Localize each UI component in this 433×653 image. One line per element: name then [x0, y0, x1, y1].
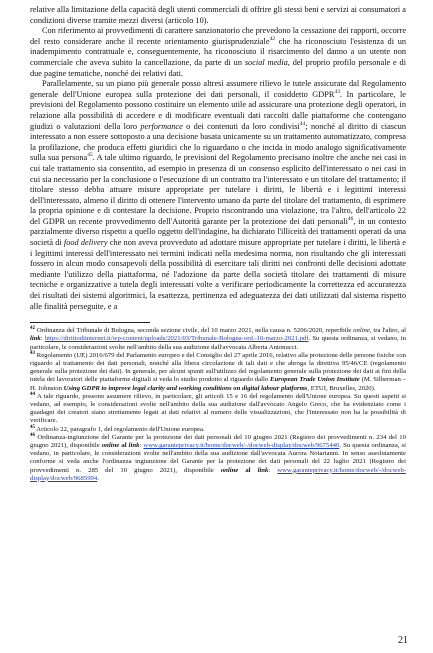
paragraph-text: che ha riconosciuto l'esistenza di un inadempimento contrattuale e, conseguentemente, ha riconosciuto il risarcimento del danno a un utente non commerciale che aveva subito la cancellazione, da parte di un [30, 36, 406, 67]
italic-term: Using GDPR to improve legal clarity and working conditions on digital labour platforms [63, 384, 308, 392]
paragraph-text: ; nonché al diritto di ciascun interessato a non essere sottoposto a una decisione basata unicamente su un trattamento automatizzato, compresa la profilazione, che produca effetti giuridici che lo riguardano o che incida in modo analogo significativamente sulla sua persona [30, 121, 406, 163]
italic-term: performance [140, 121, 183, 131]
footnote-text: : [139, 442, 144, 450]
link-label: link [30, 335, 41, 343]
italic-term: food delivery [63, 238, 108, 248]
footnote-link[interactable]: www.garanteprivacy.it/home/docweb/-/docweb-display/docweb/9675440 [143, 442, 340, 450]
paragraph-text: Parallelamente, su un piano più generale posso altresì assumere rilievo le tutele assicurate dal Regolamento generale dell'Unione europea sulla protezione dei dati personali, il cosiddetto GDPR [30, 79, 406, 99]
footnote-text: al [238, 466, 258, 474]
footnote-text: , ETUI, Bruxelles, 2020). [307, 384, 376, 392]
paragraph-text: , in un contesto parzialmente diverso rispetto a quello oggetto dell'indagine, ha dichiarato l'illiceità dei trattamenti operati da una società di [30, 216, 407, 248]
footnote-ref-44[interactable]: 44 [299, 120, 306, 127]
paragraph-text: . In particolare, le previsioni del Regolamento possono costituire un elemento utile ad assicurare una protezione degli operatori, in relazione alla possibilità di accedere e di modificare eventuali dati raccolti dalle piattaforme che contengano giudizi o valutazioni della loro [30, 89, 406, 131]
footnote-text: Regolamento (UE) 2016/679 del Parlamento europeo e del Consiglio del 27 aprile 2016, relativo alla protezione delle persone fisiche con riguardo al trattamento dei dati personali, nonché alla libera circolazione di tali dati e che abroga la direttiva 95/46/CE (regolamento generale sulla protezione dei dati). In generale, per alcuni spunti sull'utilizzo del regolamento generale sulla protezione dei dati ai fini della tutela dei lavoratori delle piattaforme digitali si veda lo studio prodotto al riguardo dallo [30, 351, 406, 384]
page-number: 21 [398, 635, 408, 646]
footnote-text: : [40, 335, 45, 343]
paragraph-gdpr [30, 79, 406, 312]
paragraph-text: che non aveva provveduto ad adottare misure appropriate per tutelare i diritti, le libertà e i legittimi interessi dell'interessato nei termini indicati nella medesima norma, non risultando che gli interessati fossero in alcun modo consapevoli della possibilità di esercitare tali diritti nei confronti delle decisioni adottate mediante l'utilizzo della piattaforma, né l'adozione da parte della società titolare dei trattamenti di misure tecniche e organizzative a tutela degli interessati volte a verificare periodicamente la correttezza ed accuratezza dei risultati dei sistemi algoritmici, la esattezza, pertinenza ed adeguatezza dei dati utilizzati dal sistema rispetto alle finalità perseguite, e a [30, 238, 406, 311]
footnote-ref-45[interactable]: 45 [87, 152, 93, 159]
footnote-ref-43[interactable]: 43 [334, 88, 340, 95]
footnotes [30, 327, 406, 483]
footnote-text: . Su questa ordinanza, si vedano, in particolare, le considerazioni svolte nell'ambito della sua audizione dall'avvocata Aurora Notarianni. In senso assolutamente conforme si veda anche l'ordinanza ingiunzione del Garante per la protezione dei dati personali del 22 luglio 2021 (Registro dei provvedimenti n. 285 del 10 giugno 2021), disponibile [30, 442, 407, 474]
footnote-text: Ordinanza del Tribunale di Bologna, seconda sezione civile, del 10 marzo 2021, nella causa n. 5206/2020, reperibile [35, 327, 354, 335]
link-label: link [257, 466, 269, 474]
footnote-text: A tale riguardo, possono assumere rilievo, in particolare, gli articoli 15 e 16 del regolamento dell'Unione europea. Su questi aspetti si vedano, ad esempio, le considerazioni svolte nell'ambito della sua audizione dall'avvocato Angelo Greco, che ha evidenziato come i guadagni dei creatori siano strettamente legati ai dati relativi al numero delle visualizzazioni, che l'interessato non ha la possibilità di verificare. [30, 392, 406, 425]
footnote-number: 42 [30, 325, 35, 331]
italic-term: European Trade Union Institute [270, 376, 360, 384]
footnote-43 [30, 352, 406, 393]
footnote-text: : [268, 466, 278, 474]
paragraph-continued [30, 5, 406, 26]
footnote-link[interactable]: https://dirittodiinternet.it/wp-content/uploads/2021/03/Tribunale-Bologna-ord.-10-marzo-2021.pdf [44, 335, 309, 343]
footnote-text: Articolo 22, paragrafo 1, del regolamento dell'Unione europea. [35, 425, 205, 433]
footnote-ref-46[interactable]: 46 [347, 216, 354, 223]
footnote-separator [30, 322, 150, 323]
footnote-number: 44 [30, 391, 35, 397]
footnote-text: (M. Silberman – H. Johnston [30, 376, 407, 392]
italic-term: online [353, 327, 370, 335]
footnote-46 [30, 434, 406, 483]
footnote-42 [30, 327, 406, 352]
body-text [30, 5, 406, 312]
italic-term: online [101, 442, 120, 450]
italic-term: online [220, 466, 239, 474]
footnote-number: 45 [30, 424, 35, 430]
footnote-45 [30, 426, 406, 434]
footnote-44 [30, 393, 406, 426]
footnote-text: , tra l'altro, al [369, 327, 406, 335]
paragraph-text: , del proprio profilo personale e di due pagine tematiche, nonché dei relativi dati. [30, 57, 407, 78]
paragraph-text: relative alla limitazione della capacità degli utenti commerciali di offrire gli stessi beni e servizi ai consumatori a condizioni diverse tramite mezzi diversi (articolo 10). [30, 5, 406, 25]
link-label: link [128, 442, 140, 450]
footnote-text: Ordinanza-ingiunzione del Garante per la protezione dei dati personali del 10 giugno 2021 (Registro dei provvedimenti n. 234 del 10 giugno 2021), disponibile [30, 433, 406, 450]
footnote-number: 46 [30, 432, 35, 438]
italic-term: social media [244, 57, 288, 67]
footnote-text: al [119, 442, 129, 450]
footnote-number: 43 [30, 350, 35, 356]
footnote-ref-42[interactable]: 42 [269, 36, 276, 43]
paragraph-text: o dei contenuti da loro condivisi [182, 121, 300, 131]
footnote-text: . Su questa ordinanza, si vedano, in particolare, le considerazioni svolte nell'ambito della sua audizione dall'avvocata Alberta Antonucci. [30, 335, 406, 351]
paragraph-text: Con riferimento ai provvedimenti di carattere sanzionatorio che prevedono la cessazione dei rapporti, occorre del resto considerare anche il recente orientamento giurisprudenziale [30, 26, 406, 46]
footnote-text: . [97, 474, 99, 482]
paragraph-sanctions [30, 26, 406, 79]
footnote-link[interactable]: www.garanteprivacy.it/home/docweb/-/docweb-display/docweb/9685994 [30, 466, 407, 482]
paragraph-text: . A tale ultimo riguardo, le previsioni del Regolamento precisano inoltre che anche nei casi in cui tale trattamento sia consentito, ad esempio in presenza di un consenso esplicito dell'interessato o nei casi in cui sia necessario per la conclusione o l'esecuzione di un contratto tra l'interessato e un titolare del trattamento; il titolare stesso debba attuare misure appropriate per tutelare i diritti, le libertà e i legittimi interessi dell'interessato, almeno il diritto di ottenere l'intervento umano da parte del titolare del trattamento, di esprimere la propria opinione e di contestare la decisione. Proprio riscontrando una violazione, tra l'altro, dell'articolo 22 del GDPR un recente provvedimento dell'Autorità garante per la protezione dei dati personali [30, 153, 406, 226]
